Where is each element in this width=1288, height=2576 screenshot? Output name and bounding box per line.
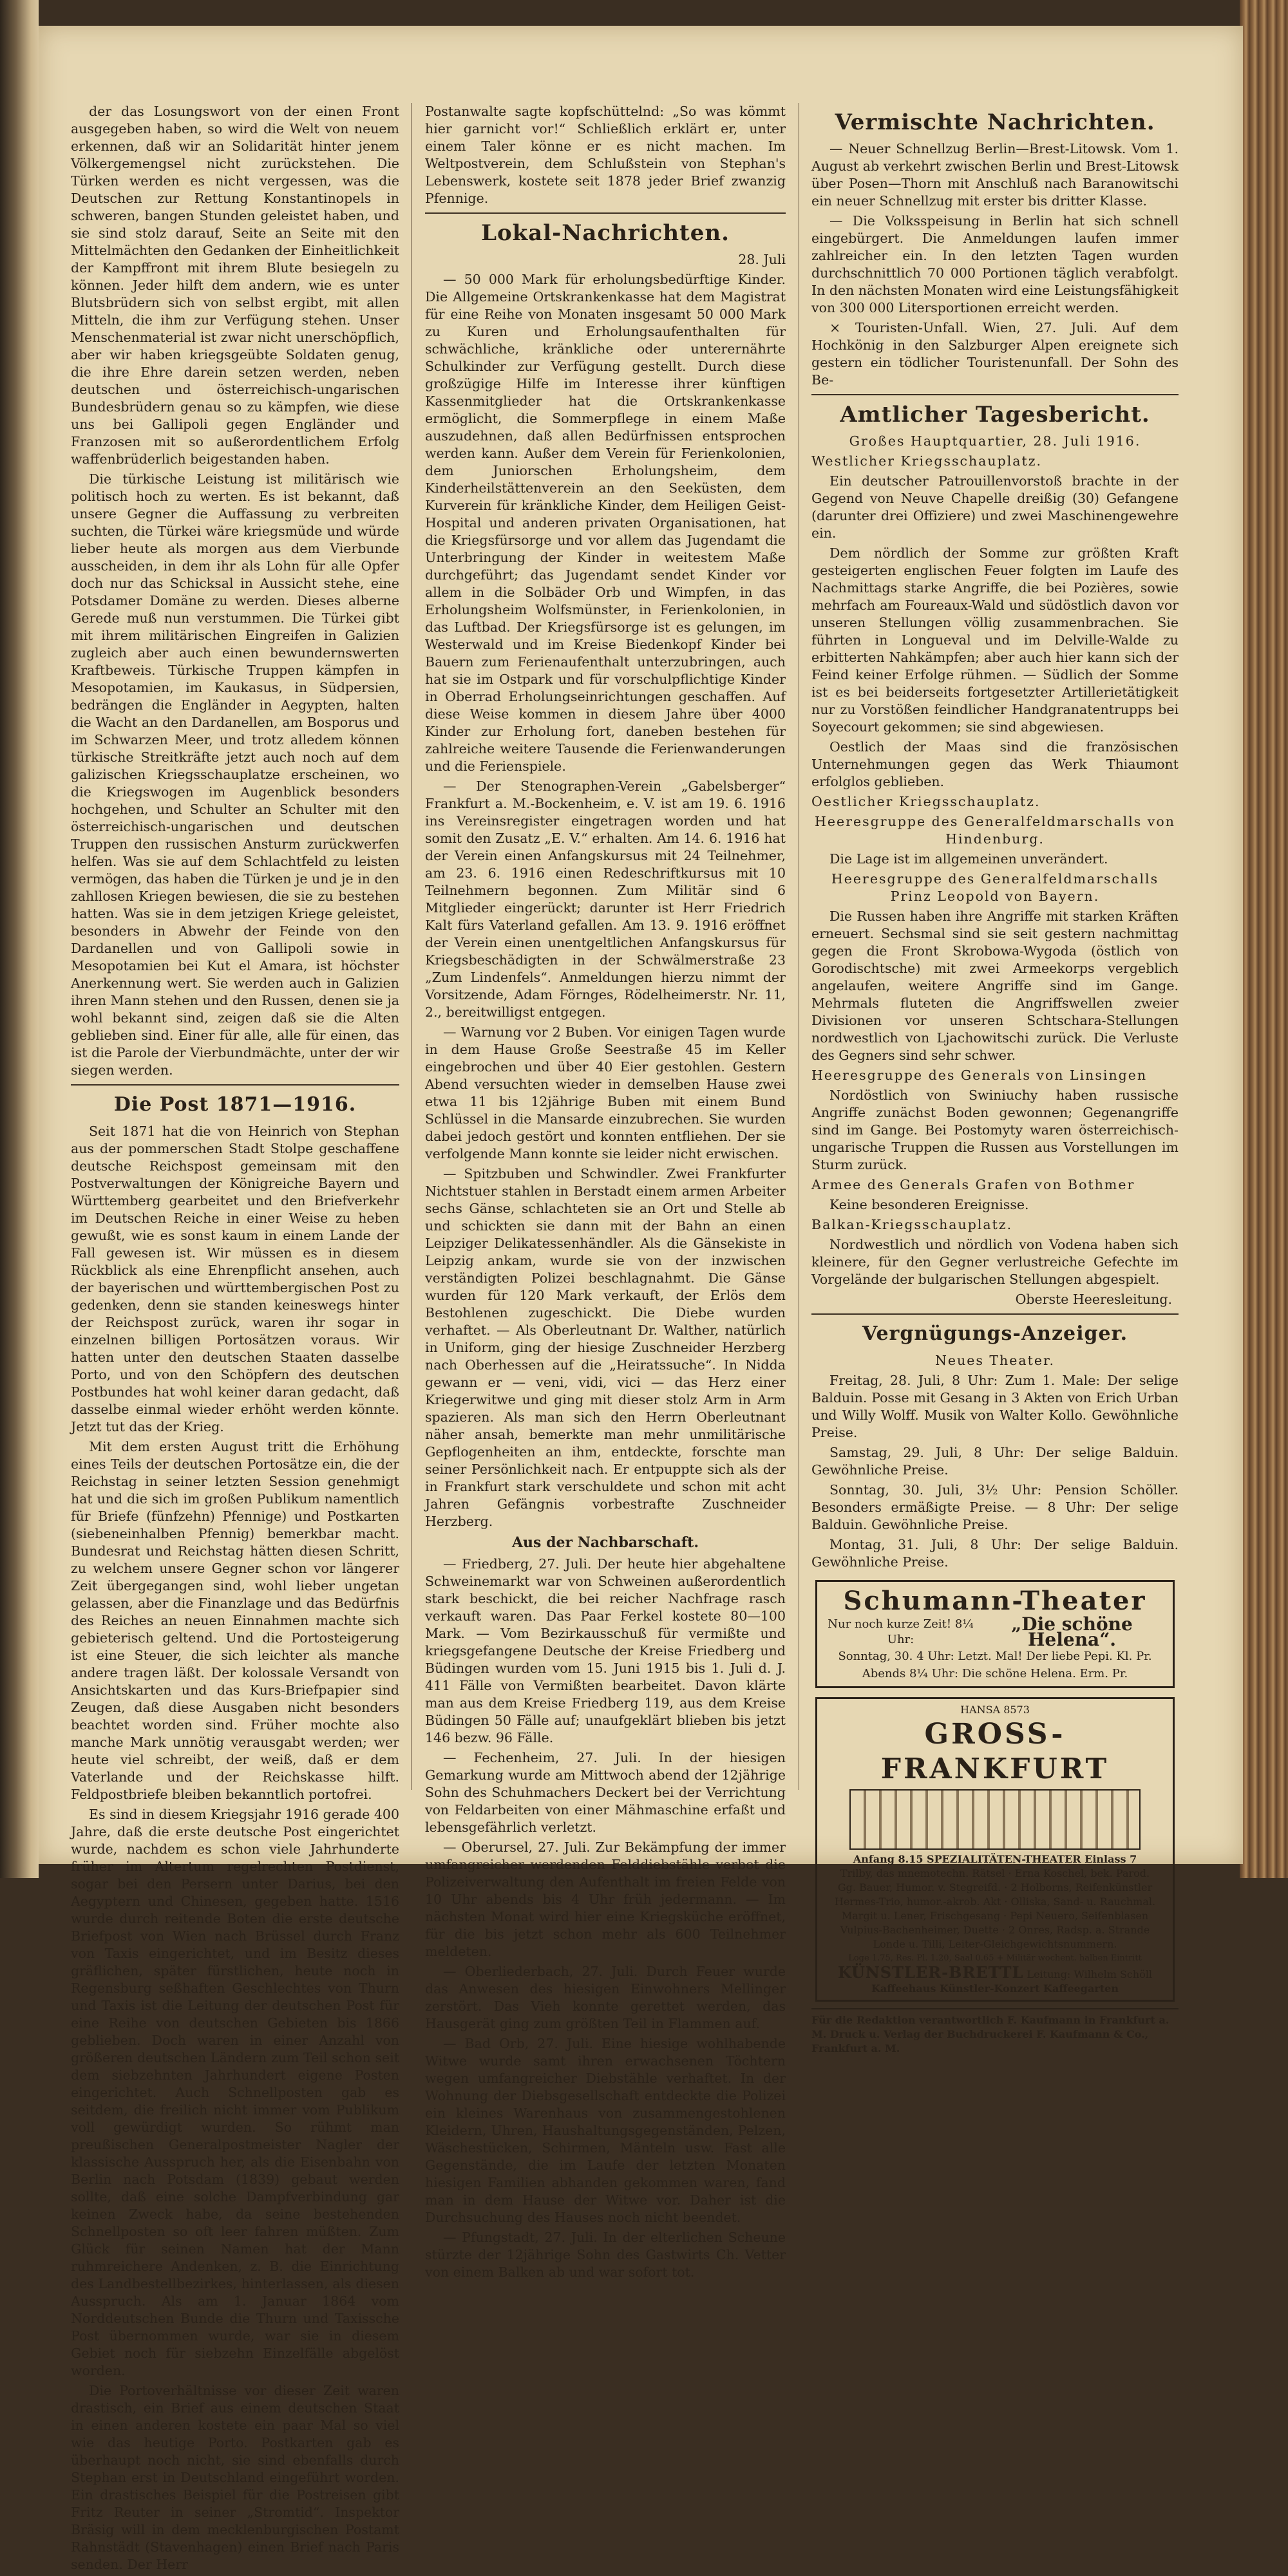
army-group: Heeresgruppe des Generals von Linsingen (811, 1067, 1148, 1083)
rule (425, 212, 786, 214)
section-heading: Vermischte Nachrichten. (835, 109, 1155, 135)
article-paragraph: Mit dem ersten August tritt die Erhöhung eines Teils der deutschen Portosätze ein, die der Reichstag in seiner letzten Session genehmigt hat und die sich im großen Publikum namentlich für Briefe (fünfzehn) Pfennige) und Postkarten (siebeneinhalben Pfennig) bemerkbar macht. Bundesrat und Reichstag hätten diesen Schritt, zu welchem unsere Gegner schon vor längerer Zeit übergegangen sind, wohl lieber ungetan gelassen, aber die Finanzlage und das Bedürfnis des Reiches an neuen Einnahmen machte sich gebieterisch geltend. Und die Portosteigerung ist eine Steuer, die sich leichter als manche andere tragen läßt. Der kolossale Versandt von Ansichtskarten und das Kurs-Briefpapier sind Zeugen, daß diese Ausgaben nicht besonders beachtet worden sind. Früher mochte also manche Mark unnötig verausgabt werden; wer heute viel schreibt, der weiß, daß er dem Vaterlande und der Reichskasse hilft. Feldpostbriefe bleiben bekanntlich portofrei. (71, 1439, 399, 1802)
signature: Oberste Heeresleitung. (1015, 1292, 1172, 1307)
article-paragraph: Es sind in diesem Kriegsjahr 1916 gerade 400 Jahre, daß die erste deutsche Post eingerichtet wurde, nachdem es schon viele Jahrhunderte früher im Altertum regelrechten Postdienst, sogar bei den Persern unter Darius, bei den Aegyptern und Chinesen, gegeben hatte. 1516 wurde durch reitende Boten die erste deutsche Briefpost von Wien nach Brüssel durch Franz von Taxis eingerichtet, und im Besitz dieses gräflichen, später fürstlichen, heute noch in Regensburg seßhaften Geschlechtes von Thurn und Taxis ist die Leitung der deutschen Post für eine Reihe von deutschen Gebieten bis 1866 geblieben. Doch waren in einer Anzahl von größeren deutschen Ländern zum Teil schon seit dem siebzehnten Jahrhundert eigene Posten eingerichtet. Auch Schnellposten gab es seitdem, die freilich nicht immer vom Publikum voll gewürdigt wurden. So rühmt man preußischen Generalpostmeister Nagler der klassische Ausspruch her, als die Eisenbahn von Berlin nach Potsdam (1839) gebaut werden sollte, daß eine solche Dampfverbindung gar keinen Zweck habe, da seine bestehenden Schnellposten so oft leer fahren müßten. Zum Glück für seinen Namen hat der Mann ruhmreichere Andenken, z. B. die Einrichtung des Landbestellbezirkes, hinterlassen, als diesen Ausspruch. Als am 1. Januar 1864 vom Norddeutschen Bunde die Thurn und Taxissche Post übernommen wurde, war sie in diesem Gebiet noch für siebzehn Einzelfälle abgelöst worden. (71, 1807, 399, 2378)
section-heading: Vergnügungs-Anzeiger. (862, 1322, 1128, 1345)
column-separator (411, 103, 412, 1790)
ad-text: Vulpius-Bachenheimer, Duette · 2 Onres, Radsp. a. Strande (840, 1924, 1150, 1936)
ad-text: Nur noch kurze Zeit! 8¼ Uhr: (828, 1617, 974, 1646)
news-item: — Der Stenographen-Verein „Gabelsberger“ Frankfurt a. M.-Bockenheim, e. V. ist am 19. 6. 1916 ins Vereinsregister eingetragen worden und hat somit den Zusatz „E. V.“ erhalten. Am 14. 6. 1916 hat der Verein einen Anfangskursus mit 24 Teilnehmer, am 23. 6. 1916 einen Redeschriftkursus mit 10 Teilnehmern begonnen. Zum Militär sind 6 Mitglieder eingerückt; darunter ist Herr Friedrich Kalt fürs Vaterland gefallen. Am 13. 9. 1916 eröffnet der Verein einen unentgeltlichen Anfangskursus für Kriegsbeschädigten in der Schwälmerstraße 23 „Zum Lindenfels“. Anmeldungen hierzu nimmt der Vorsitzende, Adam Förnges, Rödelheimerstr. Nr. 11, 2., bereitwilligst entgegen. (425, 778, 786, 1020)
ad-text: Abends 8¼ Uhr: Die schöne Helena. Erm. Pr. (862, 1667, 1128, 1680)
theater-of-war: Westlicher Kriegsschauplatz. (811, 453, 1043, 469)
rule (71, 1084, 399, 1086)
imprint: Für die Redaktion verantwortlich F. Kaufmann in Frankfurt a. M. Druck u. Verlag der Buchdruckerei F. Kaufmann & Co., Frankfurt a. M. (811, 2008, 1179, 2056)
ad-text: Trilby, das mnemotechn. Rätsel · Erna Koschel, bek. Parod. (840, 1867, 1150, 1879)
ad-brettl: KÜNSTLER-BRETTL (837, 1963, 1024, 1982)
ad-row (824, 1963, 1166, 1982)
news-item: — Spitzbuben und Schwindler. Zwei Frankfurter Nichtstuer stahlen in Berstadt einem armen Arbeiter sechs Gänse, schlachteten sie an Ort und Stelle ab und schickten sie dann mit der Bahn an einen Leipziger Delikatessenhändler. Als die Gänsekiste in Leipzig ankam, wurde sie von der inzwischen verständigten Polizei beschlagnahmt. Die Gänse wurden für 120 Mark verkauft, der Erlös dem Bestohlenen zugeschickt. Die Diebe wurden verhaftet. — Als Oberleutnant Dr. Walther, natürlich in Uniform, ging der hiesige Zuschneider Herzberg nach Oberhessen auf die „Heiratssuche“. In Nidda gewann er — veni, vidi, vici — das Herz einer Kriegerwitwe und ging mit dieser stolz Arm in Arm spazieren. Als man sich den Herrn Oberleutnant näher ansah, bemerkte man mehr unmilitärische Gepflogenheiten an ihm, entdeckte, forschte man seiner Persönlichkeit nach. Er entpuppte sich als der in Frankfurt stark verschuldete und schon mit acht Jahren Gefängnis vorbestrafte Zuschneider Herzberg. (425, 1166, 786, 1529)
dateline: Großes Hauptquartier, 28. Juli 1916. (849, 433, 1141, 449)
theater-name: Neues Theater. (934, 1353, 1056, 1368)
news-item: × Touristen-Unfall. Wien, 27. Juli. Auf dem Hochkönig in den Salzburger Alpen ereignete sich gestern ein tödlicher Touristenunfall. Der Sohn des Be- (811, 320, 1179, 388)
news-item: — Die Volksspeisung in Berlin hat sich schnell eingebürgert. Die Anmeldungen laufen immer zahlreicher ein. In den letzten Tagen wurden durchschnittlich 70 000 Portionen täglich verabfolgt. In den nächsten Monaten wird eine Leistungsfähigkeit von 300 000 Litersportionen erreicht werden. (811, 213, 1179, 315)
article-heading: Die Post 1871—1916. (113, 1093, 357, 1116)
news-item: — 50 000 Mark für erholungsbedürftige Kinder. Die Allgemeine Ortskrankenkasse hat dem Magistrat für eine Reihe von Monaten insgesamt 50 000 Mark zu Kuren und Erholungsaufenthalten für schwächliche, kränkliche oder unterernährte Schulkinder zur Verfügung gestellt. Durch diese großzügige Hilfe im Interesse ihrer künftigen Kassenmitglieder hat die Ortskrankenkasse ermöglicht, die Sommerpflege in einem Maße auszudehnen, daß allen Bedürfnissen entsprochen werden kann. Außer dem Verein für Ferienkolonien, dem Juniorschen Erholungsheim, dem Kinderheilstättenverein an den Seeküsten, dem Kurverein für kränkliche Kinder, dem Heiligen Geist-Hospital und anderen privaten Organisationen, hat die Kriegsfürsorge und vor allem das Jugendamt die Unterbringung der Kinder in weitestem Maße durchgeführt; das Jugendamt sendet Kinder vor allem in die Solbäder Orb und Wimpfen, in das Erholungsheim Wolfsmünster, in Ferienkolonien, in das Luftbad. Der Kriegsfürsorge ist es gelungen, im Westerwald und im Kreise Biedenkopf Kinder bei Bauern zum Ferienaufenthalt unterzubringen, auch hat sie im Ostpark und für vorschulpflichtige Kinder in Oberrad Erholungseinrichtungen geschaffen. Auf diese Weise kommen in diesem Jahre über 4000 Kinder zur Erholung fort, daneben bestehen für zahlreiche weitere Tausende die Ferienwanderungen und die Ferienspiele. (425, 272, 786, 774)
news-item: — Neuer Schnellzug Berlin—Brest-Litowsk. Vom 1. August ab verkehrt zwischen Berlin und Brest-Litowsk über Posen—Thorn mit Anschluß nach Baranowitschi ein neuer Schnellzug mit erster bis dritter Klasse. (811, 141, 1179, 209)
report-paragraph: Die Lage ist im allgemeinen unverändert. (829, 851, 1108, 867)
adjacent-page-edge (0, 0, 39, 1878)
report-paragraph: Keine besonderen Ereignisse. (829, 1197, 1029, 1212)
rule (811, 1313, 1179, 1315)
ad-text: Margit u. Lener, Frischgesang · Pepi Neuero, Seifenblasen (841, 1910, 1149, 1922)
section-heading: Lokal-Nachrichten. (481, 220, 730, 246)
army-group: Armee des Generals Grafen von Bothmer (811, 1177, 1135, 1192)
report-paragraph: Die Russen haben ihre Angriffe mit starken Kräften erneuert. Sechsmal sind sie seit gestern nachmittag gegen die Front Skrobowa-Wygoda (östlich von Gorodischtsche) mit zwei Armeekorps vergeblich angelaufen, weitere Angriffe sind im Gange. Mehrmals fluteten die Angriffswellen zweier Divisionen vor unseren Schtschara-Stellungen nordwestlich von Ljachowitschi zurück. Die Verluste des Gegners sind sehr schwer. (811, 908, 1179, 1063)
article-paragraph: Die türkische Leistung ist militärisch wie politisch hoch zu werten. Es ist bekannt, daß unsere Gegner die Auffassung zu verbreiten suchten, die Türkei wäre kriegsmüde und würde lieber heute als morgen aus dem Vierbunde ausscheiden, in dem ihr als Lohn für alle Opfer doch nur das Schicksal in Aussicht stehe, eine Potsdamer Domäne zu werden. Dieses alberne Gerede muß nun verstummen. Die Türkei gibt mit ihrem militärischen Eingreifen in Galizien zugleich aber auch einen bewundernswerten Kraftbeweis. Türkische Truppen kämpfen in Mesopotamien, im Kaukasus, in Südpersien, bedrängen die Engländer in Aegypten, halten die Wacht an den Dardanellen, am Bosporus und im Schwarzen Meer, und trotz alledem können türkische Streitkräfte jetzt auch noch auf dem galizischen Kriegsschauplatze erscheinen, wo die Kriegswogen im Augenblick besonders hochgehen, und Schulter an Schulter mit den österreichisch-ungarischen und deutschen Truppen den russischen Ansturm zurückwerfen helfen. Was sie auf dem Schlachtfeld zu leisten vermögen, das haben die Türken je und je in den zahllosen Kriegen bewiesen, die sie zu bestehen hatten. Was sie in dem jetzigen Kriege geleistet, besonders in Abwehr der Feinde von den Dardanellen und von Gallipoli sowie in Mesopotamien bei Kut el Amara, ist höchster Anerkennung wert. Sie werden auch in Galizien ihren Mann stehen und den Russen, denen sie ja wohl bekannt sind, zeigen daß sie die Alten geblieben sind. Einer für alle, alle für einen, das ist die Parole der Vierbundmächte, unter der wir siegen werden. (71, 471, 399, 1078)
army-group: Heeresgruppe des Generalfeldmarschalls von Hindenburg. (815, 814, 1175, 847)
ad-text: Leitung: Wilhelm Schöll (1027, 1968, 1153, 1980)
dateline: 28. Juli (738, 252, 786, 267)
report-paragraph: Dem nördlich der Somme zur größten Kraft gesteigerten englischen Feuer folgten im Laufe des Nachmittags starke Angriffe, die bei Pozières, sowie mehrfach am Foureaux-Wald und südöstlich davon vor unseren Stellungen völlig zusammenbrachen. Sie führten in Longueval und im Delville-Walde zu erbitterten Nahkämpfen; aber auch hier kann sich der Feind keiner Erfolge rühmen. — Südlich der Somme ist es bei beiderseits fortgesetzter Artillerietätigkeit nur zu Vorstößen feindlicher Handgranatentrupps bei Soyecourt gekommen; sie sind abgewiesen. (811, 545, 1179, 735)
ad-title: GROSS-FRANKFURT (880, 1718, 1110, 1785)
news-item: — Fechenheim, 27. Juli. In der hiesigen Gemarkung wurde am Mittwoch abend der 12jährige Sohn des Schuhmachers Deckert bei der Verrichtung von Feldarbeiten von einer Mähmaschine erfaßt und lebensgefährlich verletzt. (425, 1750, 786, 1835)
column-1 (71, 103, 399, 2576)
ad-row (824, 1613, 1166, 1650)
ad-text: Gg. Bauer, Humor. v. Stegreifd. · 2 Holborns, Reifenkünstler (837, 1881, 1153, 1894)
article-paragraph: Postanwalte sagte kopfschüttelnd: „So was kömmt hier garnicht vor!“ Schließlich erklärt er, unter einem Taler könne er es nicht machen. Im Weltpostverein, dem Schlußstein von Stephan's Lebenswerk, kostete seit 1878 jeder Brief zwanzig Pfennige. (425, 104, 786, 206)
section-heading: Amtlicher Tagesbericht. (840, 402, 1150, 428)
report-paragraph: Nordöstlich von Swiniuchy haben russische Angriffe zunächst Boden gewonnen; Gegenangriffe sind im Gange. Bei Postomyty waren österreichisch-ungarische Truppen die Russen aus Vorstellungen im Sturm zurück. (811, 1087, 1179, 1172)
article-paragraph: der das Losungswort von der einen Front ausgegeben haben, so wird die Welt von neuem erkennen, daß wir an Solidarität hinter jenem Völkergemengsel nicht zurückstehen. Die Türken werden es nicht vergessen, was die Deutschen zur Rettung Konstantinopels in schweren, bangen Stunden geleistet haben, und sie sind stolz darauf, Seite an Seite mit den Mittelmächten den Gedanken der Einheitlichkeit der Kampffront mit ihrem Blute besiegeln zu können. Jeder hilft dem andern, wie es unter Blutsbrüdern sich von selbst ergibt, mit allen Mitteln, die ihm zur Verfügung stehen. Unser Menschenmaterial ist zwar nicht unerschöpflich, aber wir haben kriegsgeübte Soldaten genug, die ihre Ehre darein setzen werden, neben deutschen und österreichisch-ungarischen Bundesbrüdern genau so zu kämpfen, wie diese uns bei Gallipoli gegen Engländer und Franzosen mit so außerordentlichem Erfolg waffenbrüderlich beigestanden haben. (71, 104, 399, 467)
program-entry: Freitag, 28. Juli, 8 Uhr: Zum 1. Male: Der selige Balduin. Posse mit Gesang in 3 Akten von Erich Urban und Willy Wolff. Musik von Walter Kollo. Gewöhnliche Preise. (811, 1373, 1179, 1440)
column-2 (425, 103, 786, 2284)
ad-text: Anfang 8.15 SPEZIALITÄTEN-THEATER Einlass 7 (853, 1853, 1137, 1865)
theater-building-illustration (849, 1789, 1141, 1850)
news-item: — Oberursel, 27. Juli. Zur Bekämpfung der immer umfangreicher werdenden Felddiebstähle verbot die Polizeiverwaltung den Aufenthalt im freien Felde von 10 Uhr abends bis 4 Uhr früh jedermann. — Im nächsten Monat wird hier eine Kriegsküche eröffnet, für die bis jetzt schon mehr als 600 Teilnehmer meldeten. (425, 1839, 786, 1959)
ad-title: Schumann-Theater (843, 1586, 1147, 1616)
program-entry: Montag, 31. Juli, 8 Uhr: Der selige Balduin. Gewöhnliche Preise. (811, 1537, 1179, 1570)
news-item: — Pfungstadt, 27. Juli. In der elterlichen Scheune stürzte der 12jährige Sohn des Gastwirts Ch. Vetter von einem Balken ab und war sofort tot. (425, 2230, 786, 2280)
subsection-heading: Aus der Nachbarschaft. (511, 1534, 699, 1551)
theater-of-war: Oestlicher Kriegsschauplatz. (811, 794, 1041, 809)
program-entry: Sonntag, 30. Juli, 3½ Uhr: Pension Schöller. Besonders ermäßigte Preise. — 8 Uhr: Der selige Balduin. Gewöhnliche Preise. (811, 1482, 1179, 1532)
news-item: — Friedberg, 27. Juli. Der heute hier abgehaltene Schweinemarkt war von Schweinen außerordentlich stark beschickt, die bei reicher Nachfrage rasch verkauft waren. Das Paar Ferkel kostete 80—100 Mark. — Vom Bezirkausschuß für vermißte und kriegsgefangene Deutsche der Kreise Friedberg und Büdingen wurden vom 15. Juni 1915 bis 1. Juli d. J. 411 Fälle von Vermißten bearbeitet. Davon klärte man aus dem Kreise Friedberg 119, aus dem Kreise Büdingen 50 Fälle auf; unaufgeklärt blieben bis jetzt 146 bezw. 96 Fälle. (425, 1556, 786, 1745)
ad-text: Londe u. Tilli, Leiter-Gleichgewichtsnummern. (873, 1938, 1117, 1950)
news-item: — Warnung vor 2 Buben. Vor einigen Tagen wurde in dem Hause Große Seestraße 45 im Keller eingebrochen und über 40 Eier gestohlen. Gestern Abend versuchten wieder in demselben Hause zwei etwa 11 bis 12jährige Buben mit einem Bund Schlüssel in die Mansarde einzubrechen. Sie wurden dabei jedoch gestört und konnten entfliehen. Der sie verfolgende Mann konnte sie leider nicht erwischen. (425, 1024, 786, 1161)
rule (811, 394, 1179, 395)
ad-phone: HANSA 8573 (960, 1704, 1030, 1716)
ad-text: Sonntag, 30. 4 Uhr: Letzt. Mal! Der liebe Pepi. Kl. Pr. (838, 1650, 1152, 1663)
report-paragraph: Ein deutscher Patrouillenvorstoß brachte in der Gegend von Neuve Chapelle dreißig (30) Gefangene (darunter drei Offiziere) und zwei Maschinengewehre ein. (811, 473, 1179, 541)
article-paragraph: Seit 1871 hat die von Heinrich von Stephan aus der pommerschen Stadt Stolpe geschaffene deutsche Reichspost gemeinsam mit den Postverwaltungen der Königreiche Bayern und Württemberg gearbeitet und den Briefverkehr im Deutschen Reiche in einer Weise zu heben gewußt, wie es sonst kaum in einem Lande der Fall gewesen ist. Wir müssen es in diesem Rückblick als eine Ehrenpflicht ansehen, auch der bayerischen und württembergischen Post zu gedenken, denn sie standen keineswegs hinter der Reichspost zurück, waren ihr sogar in einzelnen billigen Portosätzen voraus. Wir hatten unter den deutschen Staaten dasselbe Porto, und von den Schöpfern des deutschen Postbundes hat wohl keiner daran gedacht, daß dasselbe einmal wieder erhöht werden könnte. Jetzt tut das der Krieg. (71, 1123, 399, 1434)
news-item: — Bad Orb, 27. Juli. Eine hiesige wohlhabende Witwe wurde samt ihren erwachsenen Töchtern wegen umfangreicher Diebstähle verhaftet. In der Wohnung der Diebsgesellschaft entdeckte die Polizei ein kleines Warenhaus von zusammengestohlenen Kleidern, Uhren, Haushaltungsgegenständen, Pelzen, Wäschestücken, Schirmen, Mänteln usw. Fast alle Gegenstände, die im Laufe der letzten Monaten hiesigen Familien abhanden gekommen waren, fand man in dem Hause der Witwe vor. Daher ist die Durchsuchung des Hauses noch nicht beendet. (425, 2036, 786, 2225)
ad-text: Kaffeehaus Künstler-Konzert Kaffeegarten (871, 1982, 1119, 1995)
article-paragraph: Die Portoverhältnisse vor dieser Zeit waren drastisch, ein Brief aus einem deutschen Staat in einen anderen kostete ein paar Mal so viel wie das heutige Porto. Postkarten gab es überhaupt noch nicht, sie sind ebenfalls durch Stephan erst in Deutschland eingeführt worden. Ein drastisches Beispiel für die Postreisen gibt Fritz Reuter in seiner „Stromtid“. Inspektor Bräsig will in dem mecklenburgischen Postamt Rahnstädt (Stavenhagen) einen Brief nach Paris senden. Der Herr (71, 2383, 399, 2572)
report-paragraph: Nordwestlich und nördlich von Vodena haben sich kleinere, für den Gegner verlustreiche Gefechte im Vorgelände der bulgarischen Stellungen abgespielt. (811, 1237, 1179, 1287)
news-item: — Oberliederbach, 27. Juli. Durch Feuer wurde das Anwesen des hiesigen Einwohners Mellinger zerstört. Das Vieh konnte gerettet werden, das Hausgerät ging zum größten Teil in Flammen auf. (425, 1964, 786, 2031)
newspaper-page (39, 26, 1243, 2572)
report-paragraph: Oestlich der Maas sind die französischen Unternehmungen gegen das Werk Thiaumont erfolglos geblieben. (811, 739, 1179, 789)
ad-text: Loge 1.75, Res. Pl. 1.20, Saal 0.65 + Militär wochent. halben Eintritt (848, 1953, 1142, 1963)
army-group: Heeresgruppe des Generalfeldmarschalls Prinz Leopold von Bayern. (831, 871, 1159, 904)
schumann-theater-ad (815, 1580, 1175, 1688)
theater-of-war: Balkan-Kriegsschauplatz. (811, 1217, 1013, 1232)
gross-frankfurt-ad (815, 1697, 1175, 2002)
program-entry: Samstag, 29. Juli, 8 Uhr: Der selige Balduin. Gewöhnliche Preise. (811, 1445, 1179, 1478)
ad-play-title: „Die schöne Helena“. (1011, 1613, 1133, 1650)
ad-text: Hermes-Trio, humor.-akrob. Akt · Olliska, Sand- u. Rauchmal. (834, 1895, 1156, 1908)
book-spine (1240, 0, 1288, 1878)
column-3 (811, 103, 1179, 2056)
